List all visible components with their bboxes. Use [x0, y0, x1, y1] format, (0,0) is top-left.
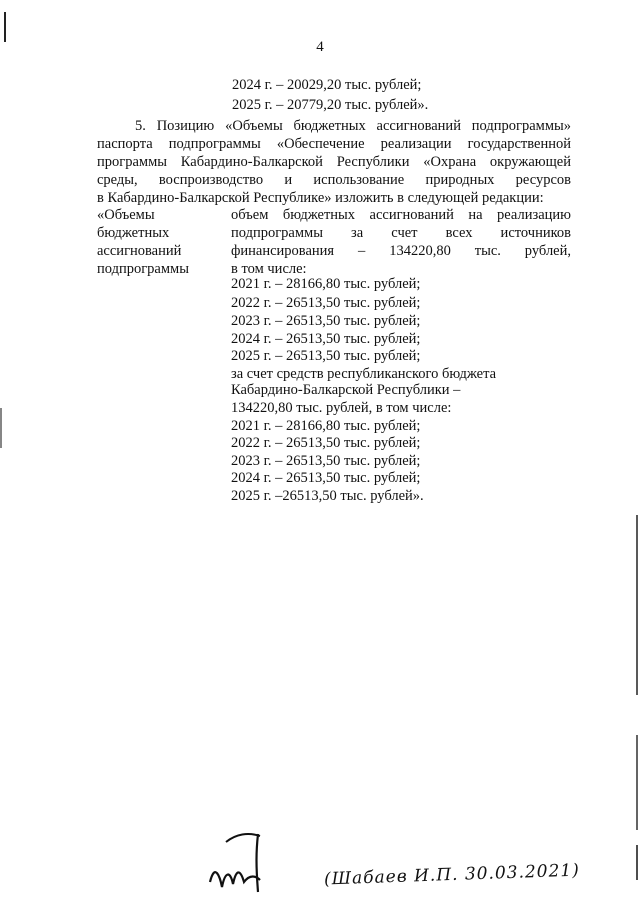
- handwritten-signature: [200, 822, 290, 902]
- top-line-2025: 2025 г. – 20779,20 тыс. рублей».: [232, 97, 429, 113]
- table-right-line: Кабардино-Балкарской Республики –: [231, 382, 461, 398]
- table-right-line: в том числе:: [231, 261, 307, 277]
- table-right-line: 2025 г. – 26513,50 тыс. рублей;: [231, 348, 421, 364]
- table-right-line: 2022 г. – 26513,50 тыс. рублей;: [231, 435, 421, 451]
- paragraph-line: паспорта подпрограммы «Обеспечение реализации государственной: [97, 136, 571, 152]
- table-right-line: 2024 г. – 26513,50 тыс. рублей;: [231, 331, 421, 347]
- table-right-line: 2023 г. – 26513,50 тыс. рублей;: [231, 313, 421, 329]
- scan-edge-mark-right-bottom: [636, 845, 638, 880]
- table-right-line: 2021 г. – 28166,80 тыс. рублей;: [231, 418, 421, 434]
- table-right-line: 2025 г. –26513,50 тыс. рублей».: [231, 488, 424, 504]
- top-line-2024: 2024 г. – 20029,20 тыс. рублей;: [232, 77, 422, 93]
- scan-edge-mark-left: [0, 408, 2, 448]
- table-left-label-line: подпрограммы: [97, 261, 189, 277]
- paragraph-line: среды, воспроизводство и использование природных ресурсов: [97, 172, 571, 188]
- page-number: 4: [316, 39, 324, 55]
- paragraph-line: программы Кабардино-Балкарской Республики «Охрана окружающей: [97, 154, 571, 170]
- table-right-line: 134220,80 тыс. рублей, в том числе:: [231, 400, 452, 416]
- scan-edge-mark-right: [636, 515, 638, 695]
- table-right-line: 2022 г. – 26513,50 тыс. рублей;: [231, 295, 421, 311]
- table-right-line: 2024 г. – 26513,50 тыс. рублей;: [231, 470, 421, 486]
- paragraph-line: в Кабардино-Балкарской Республике» изложить в следующей редакции:: [97, 190, 544, 206]
- table-right-line: объем бюджетных ассигнований на реализацию: [231, 207, 571, 223]
- table-right-line: 2023 г. – 26513,50 тыс. рублей;: [231, 453, 421, 469]
- table-left-label-line: ассигнований: [97, 243, 182, 259]
- table-left-label-line: «Объемы: [97, 207, 155, 223]
- paragraph-line: 5. Позицию «Объемы бюджетных ассигнований подпрограммы»: [135, 118, 571, 134]
- table-right-line: 2021 г. – 28166,80 тыс. рублей;: [231, 276, 421, 292]
- table-right-line: за счет средств республиканского бюджета: [231, 366, 497, 382]
- table-right-line: финансирования – 134220,80 тыс. рублей,: [231, 243, 571, 259]
- handwritten-note: (Шабаев И.П. 30.03.2021): [323, 860, 581, 890]
- scan-edge-mark-right-lower: [636, 735, 638, 830]
- table-right-line: подпрограммы за счет всех источников: [231, 225, 571, 241]
- table-left-label-line: бюджетных: [97, 225, 170, 241]
- scan-edge-mark-top-left: [4, 12, 6, 42]
